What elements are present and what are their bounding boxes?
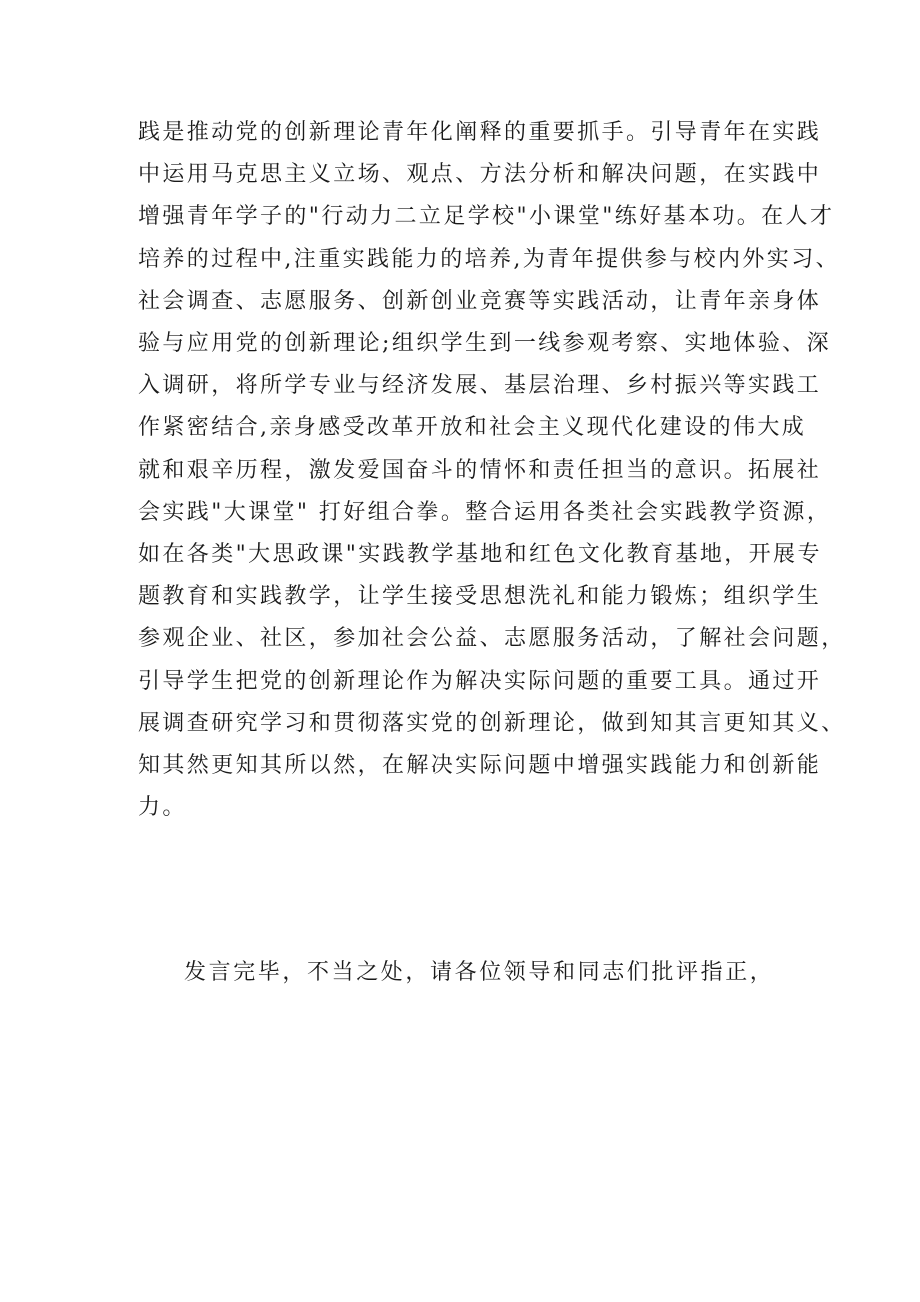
body-paragraph bbox=[138, 112, 846, 829]
paragraph-line: 参观企业、社区，参加社会公益、志愿服务活动，了解社会问题， bbox=[138, 626, 846, 652]
paragraph-line: 作紧密结合,亲身感受改革开放和社会主义现代化建设的伟大成 bbox=[138, 415, 807, 441]
paragraph-line: 如在各类"大思政课"实践教学基地和红色文化教育基地，开展专 bbox=[138, 542, 822, 568]
paragraph-line: 中运用马克思主义立场、观点、方法分析和解决问题，在实践中 bbox=[138, 162, 822, 188]
paragraph-line: 入调研，将所学专业与经济发展、基层治理、乡村振兴等实践工 bbox=[138, 373, 822, 399]
paragraph-line: 展调查研究学习和贯彻落实党的创新理论，做到知其言更知其义、 bbox=[138, 710, 846, 736]
paragraph-line: 知其然更知其所以然，在解决实际问题中增强实践能力和创新能 bbox=[138, 753, 822, 779]
paragraph-line: 践是推动党的创新理论青年化阐释的重要抓手。引导青年在实践 bbox=[138, 120, 822, 145]
closing-remark: 发言完毕，不当之处，请各位领导和同志们批评指正， bbox=[184, 960, 775, 985]
paragraph-line: 增强青年学子的"行动力二立足学校"小课堂"练好基本功。在人才 bbox=[138, 204, 835, 230]
paragraph-line: 就和艰辛历程，激发爱国奋斗的情怀和责任担当的意识。拓展社 bbox=[138, 457, 822, 483]
paragraph-line: 力。 bbox=[138, 795, 187, 821]
paragraph-line: 培养的过程中,注重实践能力的培养,为青年提供参与校内外实习、 bbox=[138, 246, 840, 272]
paragraph-line: 题教育和实践教学，让学生接受思想洗礼和能力锻炼；组织学生 bbox=[138, 584, 822, 610]
paragraph-line: 引导学生把党的创新理论作为解决实际问题的重要工具。通过开 bbox=[138, 668, 822, 694]
paragraph-line: 会实践"大课堂" 打好组合拳。整合运用各类社会实践教学资源， bbox=[138, 499, 832, 525]
paragraph-line: 验与应用党的创新理论;组织学生到一线参观考察、实地体验、深 bbox=[138, 331, 832, 357]
paragraph-line: 社会调查、志愿服务、创新创业竞赛等实践活动，让青年亲身体 bbox=[138, 288, 822, 314]
